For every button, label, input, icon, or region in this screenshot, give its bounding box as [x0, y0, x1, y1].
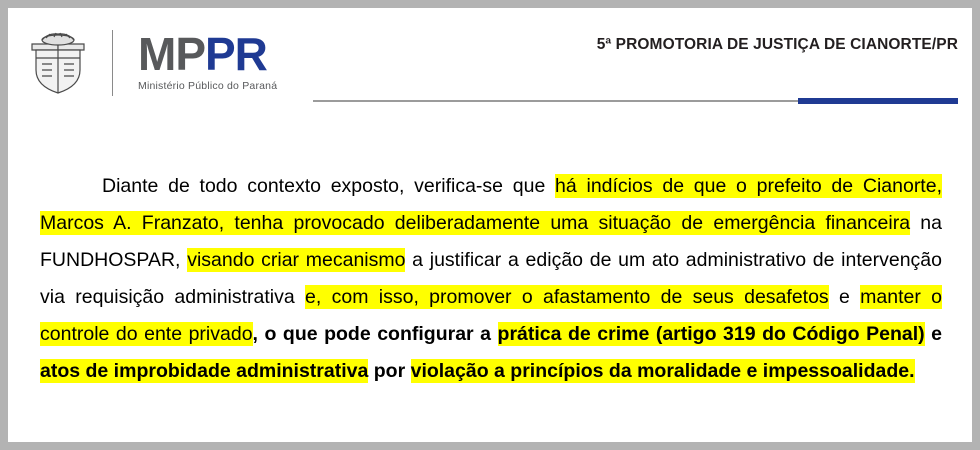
highlight-bold-text-2: atos de improbidade administrativa	[40, 360, 369, 382]
document-page	[8, 8, 972, 442]
header-vertical-divider	[112, 30, 113, 96]
highlight-segment-7	[411, 359, 915, 383]
header-accent-bar	[798, 98, 958, 104]
header-office-title: 5ª PROMOTORIA DE JUSTIÇA DE CIANORTE/PR	[596, 36, 958, 53]
highlight-segment-4: manter o controle do ente privado	[40, 286, 943, 345]
document-paragraph	[40, 168, 942, 390]
text-segment-bold-2: e	[924, 323, 942, 345]
text-segment-bold-1: , o que pode configurar a	[252, 323, 498, 345]
coat-of-arms-icon	[22, 30, 94, 96]
text-segment-plain-2: na FUNDHOSPAR,	[40, 212, 942, 271]
logo-mp-text: MP	[138, 28, 205, 80]
highlight-bold-text-1: prática de crime (artigo 319 do Código Penal)	[497, 323, 925, 345]
highlight-segment-3: e, com isso, promover o afastamento de seus desafetos	[305, 286, 829, 308]
logo-pr-text: PR	[205, 28, 267, 80]
text-segment-plain-1: Diante de todo contexto exposto, verifica-se que	[102, 175, 556, 197]
text-segment-plain-4: e	[828, 286, 861, 308]
highlight-segment-5	[498, 322, 925, 346]
text-segment-plain-3: a justificar a edição de um ato administrativo de intervenção via requisição administrativa	[40, 249, 942, 308]
mppr-logo-wordmark	[138, 30, 328, 78]
document-header	[8, 8, 972, 116]
highlight-segment-6	[40, 359, 368, 383]
highlight-bold-text-3: violação a princípios da moralidade e impessoalidade.	[410, 360, 915, 382]
text-segment-bold-3: por	[368, 360, 411, 382]
highlight-segment-2: visando criar mecanismo	[187, 249, 406, 271]
highlight-segment-1: há indícios de que o prefeito de Cianorte, Marcos A. Franzato, tenha provocado deliberadamente uma situação de emergência financeira	[40, 175, 942, 234]
mppr-logo	[138, 30, 328, 92]
mppr-logo-subtitle: Ministério Público do Paraná	[138, 80, 278, 92]
